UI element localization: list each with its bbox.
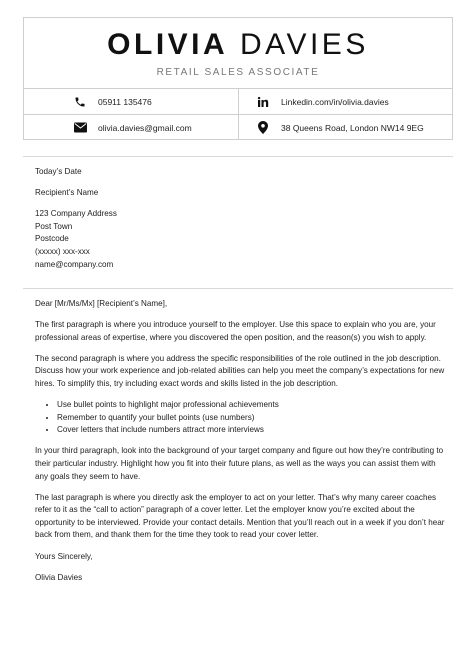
paragraph-responsibilities: The second paragraph is where you address the specific responsibilities of the role outlined in the job description. Discuss how your work experience and job-related abilities can help you meet the company’s expectations for new hires. To simplify this, try including exact words and skills listed in the job description. xyxy=(35,353,445,388)
contact-address xyxy=(256,115,424,140)
recipient-address-line: Postcode xyxy=(35,234,69,244)
salutation: Dear [Mr/Ms/Mx] [Recipient’s Name], xyxy=(35,299,168,308)
cover-letter-body xyxy=(35,166,447,271)
recipient-phone: (xxxxx) xxx-xxx xyxy=(35,246,90,256)
phone-number[interactable]: 05911 135476 xyxy=(98,96,152,107)
resume-header xyxy=(23,17,453,140)
signature: Olivia Davies xyxy=(35,572,83,582)
first-name: OLIVIA xyxy=(107,28,229,61)
paragraph-company: In your third paragraph, look into the background of your target company and figure out how they’re contributing to their particular industry. Highlight how you fit into their future plans, as well as the ways you can assist them with any goals they seem to have. xyxy=(35,446,444,481)
list-item: • Use bullet points to highlight major professional achievements xyxy=(57,399,447,412)
list-item: • Cover letters that include numbers attract more interviews xyxy=(57,424,447,437)
closing: Yours Sincerely, xyxy=(35,551,93,561)
paragraph-call-to-action: The last paragraph is where you directly ask the employer to act on your letter. That’s why many career coaches refer to it as the “call to action” paragraph of a cover letter. Let the employer know you’re excited about the opportunity to be interviewed. Provide your contact details. Mention that you’ll reach out in a week if you don’t hear back from them, and thank them for the time they took to read your cover letter. xyxy=(35,492,445,540)
job-title: RETAIL SALES ASSOCIATE xyxy=(156,67,320,78)
linkedin-url[interactable]: Linkedin.com/in/olivia.davies xyxy=(281,96,389,107)
applicant-name xyxy=(24,28,452,62)
last-name: DAVIES xyxy=(240,28,369,61)
recipient-address-line: 123 Company Address xyxy=(35,209,117,219)
recipient-name: Recipient’s Name xyxy=(35,188,99,198)
street-address: 38 Queens Road, London NW14 9EG xyxy=(281,122,424,133)
contact-linkedin xyxy=(256,89,389,114)
recipient-email: name@company.com xyxy=(35,259,114,269)
email-address[interactable]: olivia.davies@gmail.com xyxy=(98,122,192,133)
envelope-icon xyxy=(73,121,87,135)
list-item: • Remember to quantify your bullet points (use numbers) xyxy=(57,412,447,425)
header-bottom-rule xyxy=(23,156,453,157)
map-pin-icon xyxy=(256,121,270,135)
contact-phone xyxy=(73,89,152,114)
address-bottom-rule xyxy=(23,288,453,289)
paragraph-introduction: The first paragraph is where you introduce yourself to the employer. Use this space to explain who you are, your professional areas of expertise, where you discovered the open position, and the reason(s) you wish to apply. xyxy=(35,320,436,342)
linkedin-icon xyxy=(256,95,270,109)
date: Today’s Date xyxy=(35,167,82,176)
recipient-address-line: Post Town xyxy=(35,221,73,231)
letter-content xyxy=(35,298,447,584)
achievement-list xyxy=(35,399,447,437)
phone-icon xyxy=(73,95,87,109)
contact-column-divider xyxy=(238,88,239,140)
contact-email xyxy=(73,115,192,140)
